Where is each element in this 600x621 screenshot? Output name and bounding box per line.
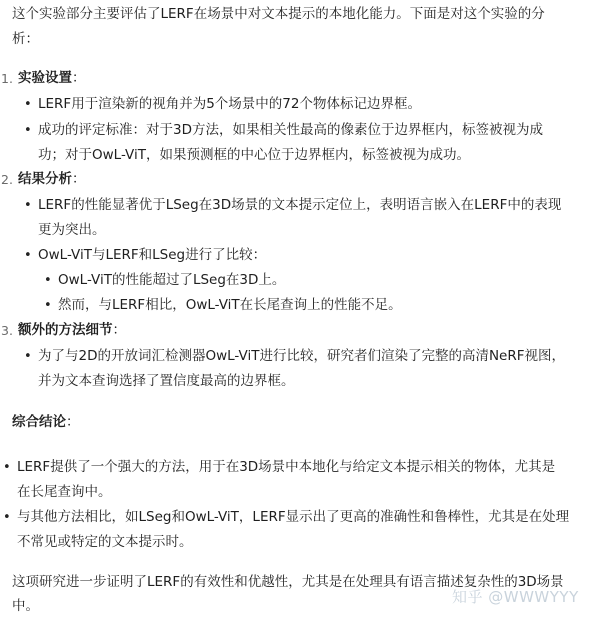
- summary-bullet-continuation: 不常见或特定的文本提示时。: [17, 534, 193, 550]
- sub-bullet-text: OwL-ViT的性能超过了LSeg在3D上。: [58, 272, 286, 288]
- bullet-dot: •: [24, 97, 32, 112]
- closing-line-1: 这项研究进一步证明了LERF的有效性和优越性，尤其是在处理具有语言描述复杂性的3D场景: [12, 574, 564, 590]
- section-heading-3: 额外的方法细节：: [18, 322, 126, 338]
- summary-bullet-text: LERF提供了一个强大的方法，用于在3D场景中本地化与给定文本提示相关的物体，尤其是: [17, 459, 556, 475]
- sub-bullet-dot: •: [44, 298, 52, 313]
- summary-bullet-continuation: 在长尾查询中。: [17, 484, 112, 500]
- section-number-1: 1.: [1, 71, 13, 86]
- bullet-text: 为了与2D的开放词汇检测器OwL-ViT进行比较，研究者们渲染了完整的高清NeRF视图，: [38, 348, 565, 364]
- summary-title: 综合结论: [12, 414, 66, 430]
- bullet-dot: •: [24, 349, 32, 364]
- bullet-dot: •: [24, 198, 32, 213]
- bullet-text: 成功的评定标准：对于3D方法，如果相关性最高的像素位于边界框内，标签被视为成: [38, 122, 543, 138]
- bullet-dot: •: [24, 248, 32, 263]
- bullet-dot: •: [24, 123, 32, 138]
- bullet-text-continuation: 功；对于OwL-ViT，如果预测框的中心位于边界框内，标签被视为成功。: [38, 147, 470, 163]
- section-number-3: 3.: [1, 323, 13, 338]
- bullet-text: OwL-ViT与LERF和LSeg进行了比较：: [38, 247, 267, 263]
- sub-bullet-text: 然而，与LERF相比，OwL-ViT在长尾查询上的性能不足。: [58, 297, 402, 313]
- section-title-3: 额外的方法细节: [18, 322, 113, 338]
- section-title-2: 结果分析: [18, 171, 72, 187]
- sub-bullet-dot: •: [44, 273, 52, 288]
- summary-bullet-text: 与其他方法相比，如LSeg和OwL-ViT，LERF显示出了更高的准确性和鲁棒性，尤其是在处理: [17, 509, 570, 525]
- section-heading-1: 实验设置：: [18, 70, 86, 86]
- bullet-text: LERF用于渲染新的视角并为5个场景中的72个物体标记边界框。: [38, 96, 421, 112]
- intro-line-2: 析：: [12, 31, 39, 47]
- bullet-text-continuation: 更为突出。: [38, 222, 106, 238]
- section-heading-2: 结果分析：: [18, 171, 86, 187]
- watermark: 知乎 @WWWYYY: [452, 588, 579, 606]
- intro-line-1: 这个实验部分主要评估了LERF在场景中对文本提示的本地化能力。下面是对这个实验的分: [12, 6, 545, 22]
- bullet-dot: •: [3, 510, 11, 525]
- section-number-2: 2.: [1, 172, 13, 187]
- summary-heading: 综合结论：: [12, 414, 80, 430]
- bullet-text-continuation: 并为文本查询选择了置信度最高的边界框。: [38, 373, 295, 389]
- section-title-1: 实验设置: [18, 70, 72, 86]
- bullet-text: LERF的性能显著优于LSeg在3D场景的文本提示定位上，表明语言嵌入在LERF中的表现: [38, 197, 562, 213]
- bullet-dot: •: [3, 460, 11, 475]
- closing-line-2: 中。: [12, 598, 39, 614]
